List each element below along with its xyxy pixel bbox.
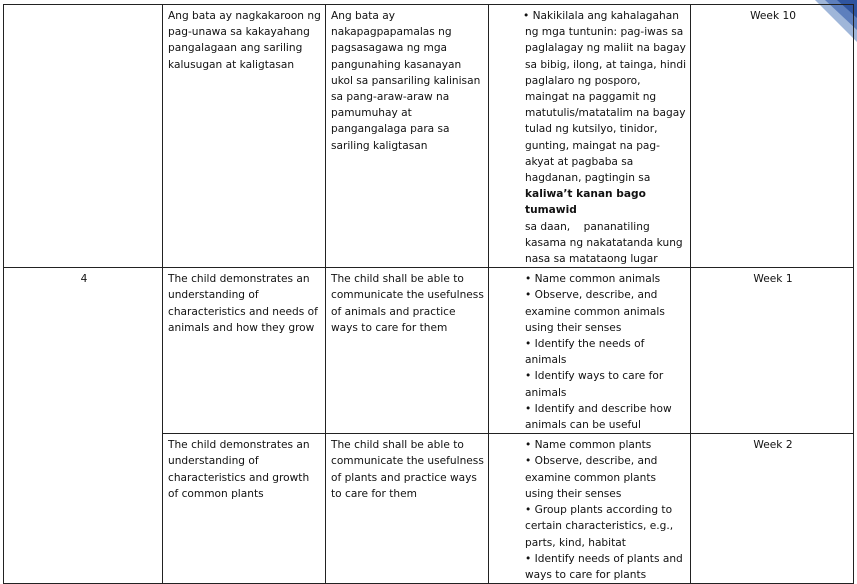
competency-item: • Observe, describe, and examine common animals using their senses — [525, 289, 665, 334]
competency-item: • Name common animals — [525, 273, 661, 286]
content-standard-cell: The child demonstrates an understanding of characteristics and growth of common plants — [163, 434, 326, 584]
grade-cell: 4 — [4, 268, 163, 584]
competencies-cell — [489, 5, 691, 268]
week-cell: Week 2 — [691, 434, 854, 584]
competencies-cell — [489, 434, 691, 584]
content-standard-cell: Ang bata ay nagkakaroon ng pag-unawa sa kakayahang pangalagaan ang sariling kalusugan at kaligtasan — [163, 5, 326, 268]
content-standard-cell: The child demonstrates an understanding of characteristics and needs of animals and how they grow — [163, 268, 326, 434]
competency-item: • Group plants according to certain characteristics, e.g., parts, kind, habitat — [525, 504, 674, 549]
competency-item: kaliwa’t kanan bago tumawid — [525, 188, 646, 217]
week-cell: Week 1 — [691, 268, 854, 434]
week-cell: Week 10 — [691, 5, 854, 268]
table-row — [4, 268, 854, 434]
competency-item: • Identify needs of plants and ways to care for plants — [525, 552, 683, 581]
competency-item: • Identify the needs of animals — [525, 338, 645, 367]
grade-cell — [4, 5, 163, 268]
competency-item: sa daan, pananatiling kasama ng nakatatanda kung nasa sa matataong lugar — [525, 220, 687, 266]
competency-item: • Name common plants — [525, 439, 652, 452]
curriculum-table — [3, 4, 854, 584]
performance-standard-cell: The child shall be able to communicate the usefulness of animals and practice ways to care for them — [326, 268, 489, 434]
performance-standard-cell: Ang bata ay nakapagpapamalas ng pagsasagawa ng mga pangunahing kasanayan ukol sa pansariling kalinisan sa pang-araw-araw na pamumuhay at pangangalaga para sa sariling kaligtasan — [326, 5, 489, 268]
competency-item: • Identify and describe how animals can be useful — [525, 402, 672, 432]
table-row — [4, 5, 854, 268]
competencies-cell — [489, 268, 691, 434]
performance-standard-cell: The child shall be able to communicate the usefulness of plants and practice ways to care for them — [326, 434, 489, 584]
competency-item: • Nakikilala ang kahalagahan ng mga tuntunin: pag-iwas sa paglalagay ng maliit na bagay sa bibig, ilong, at tainga, hindi paglalaro ng posporo, maingat na paggamit ng matutulis/matatalim na bagay tulad ng kutsilyo, tinidor, gunting, maingat na pag-akyat at pagbaba sa hagdanan, pagtingin sa — [523, 10, 687, 185]
competency-item: • Observe, describe, and examine common plants using their senses — [525, 455, 658, 500]
competency-item: • Identify ways to care for animals — [525, 370, 664, 399]
